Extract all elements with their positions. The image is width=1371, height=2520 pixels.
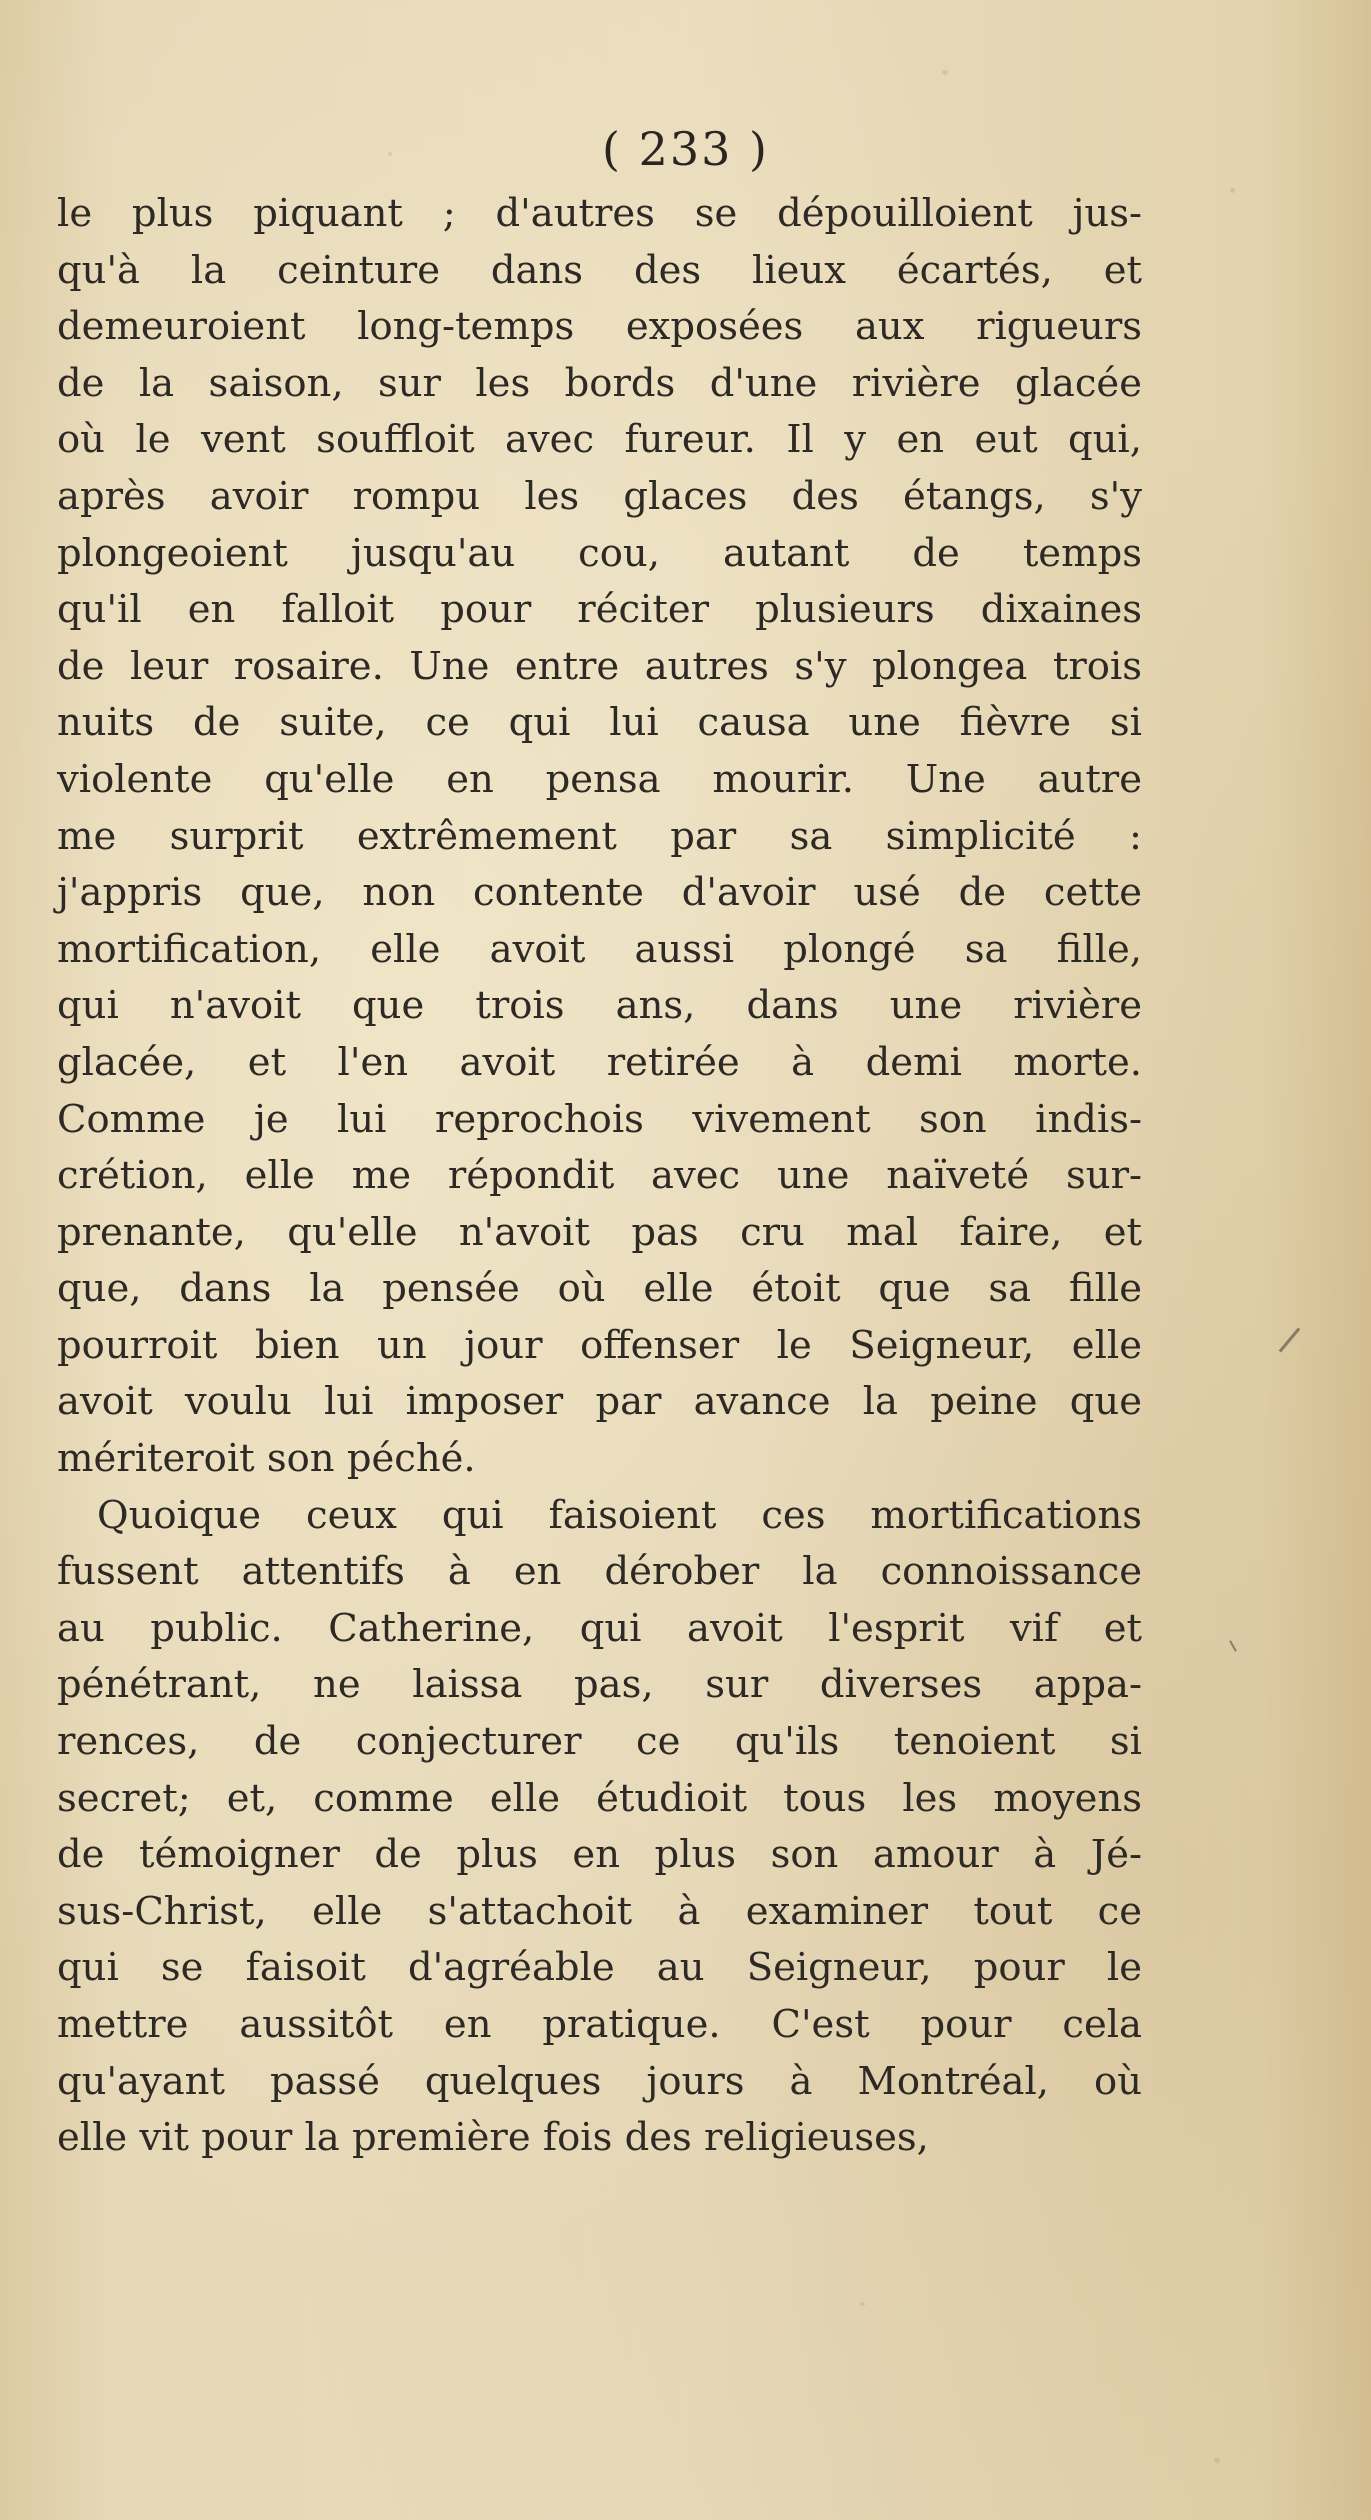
text-line: mettre aussitôt en pratique. C'est pour cela [57,2002,1142,2047]
ink-stroke [1279,1328,1301,1353]
text-line: que, dans la pensée où elle étoit que sa fille [57,1266,1142,1312]
text-line: avoit voulu lui imposer par avance la peine que [57,1379,1142,1425]
text-line: pourroit bien un jour offenser le Seigneur, elle [57,1322,1142,1368]
text-line: de leur rosaire. Une entre autres s'y plongea trois [57,643,1142,689]
text-line: qu'il en falloit pour réciter plusieurs dixaines [57,587,1142,633]
text-line: glacée, et l'en avoit retirée à demi morte. [57,1039,1142,1085]
text-line: elle vit pour la première fois des religieuses, [57,2115,929,2161]
text-line: le plus piquant ; d'autres se dépouilloient jus- [57,191,1142,236]
text-line: mortification, elle avoit aussi plongé sa fille, [57,926,1142,972]
text-line: me surprit extrêmement par sa simplicité : [57,813,1142,859]
text-line: au public. Catherine, qui avoit l'esprit vif et [57,1605,1142,1651]
text-line: après avoir rompu les glaces des étangs, s'y [57,473,1142,519]
text-line: j'appris que, non contente d'avoir usé de cette [57,870,1142,916]
text-line: plongeoient jusqu'au cou, autant de temps [57,530,1142,576]
text-line: pénétrant, ne laissa pas, sur diverses appa- [57,1662,1142,1708]
text-line: sus-Christ, elle s'attachoit à examiner tout ce [57,1888,1142,1934]
paper-spot [1230,188,1235,193]
paper-spot [860,2302,865,2306]
text-line: Quoique ceux qui faisoient ces mortifications [97,1492,1142,1538]
text-line: prenante, qu'elle n'avoit pas cru mal faire, et [57,1209,1142,1255]
text-line: fussent attentifs à en dérober la connoissance [57,1549,1142,1595]
body-text [57,186,1142,2167]
text-line: rences, de conjecturer ce qu'ils tenoient si [57,1719,1142,1765]
text-line: mériteroit son péché. [57,1436,476,1482]
text-line: qui n'avoit que trois ans, dans une rivière [57,983,1142,1029]
text-line: crétion, elle me répondit avec une naïveté sur- [57,1153,1142,1199]
text-line: Comme je lui reprochois vivement son indis- [57,1096,1142,1142]
text-line: qu'ayant passé quelques jours à Montréal, où [57,2058,1142,2104]
ink-stroke [1229,1640,1237,1651]
text-line: de la saison, sur les bords d'une rivière glacée [57,360,1142,406]
page-number: ( 233 ) [602,122,769,176]
text-line: de témoigner de plus en plus son amour à Jé- [57,1832,1142,1878]
text-line: violente qu'elle en pensa mourir. Une autre [57,756,1142,802]
text-line: où le vent souffloit avec fureur. Il y en eut qui, [57,417,1142,463]
text-line: secret; et, comme elle étudioit tous les moyens [57,1775,1142,1821]
text-line: qu'à la ceinture dans des lieux écartés, et [57,247,1142,293]
text-line: nuits de suite, ce qui lui causa une fièvre si [57,700,1142,746]
text-line: demeuroient long-temps exposées aux rigueurs [57,304,1142,350]
paper-spot [942,70,948,75]
paper-spot [1214,2458,1220,2463]
text-line: qui se faisoit d'agréable au Seigneur, pour le [57,1945,1142,1991]
